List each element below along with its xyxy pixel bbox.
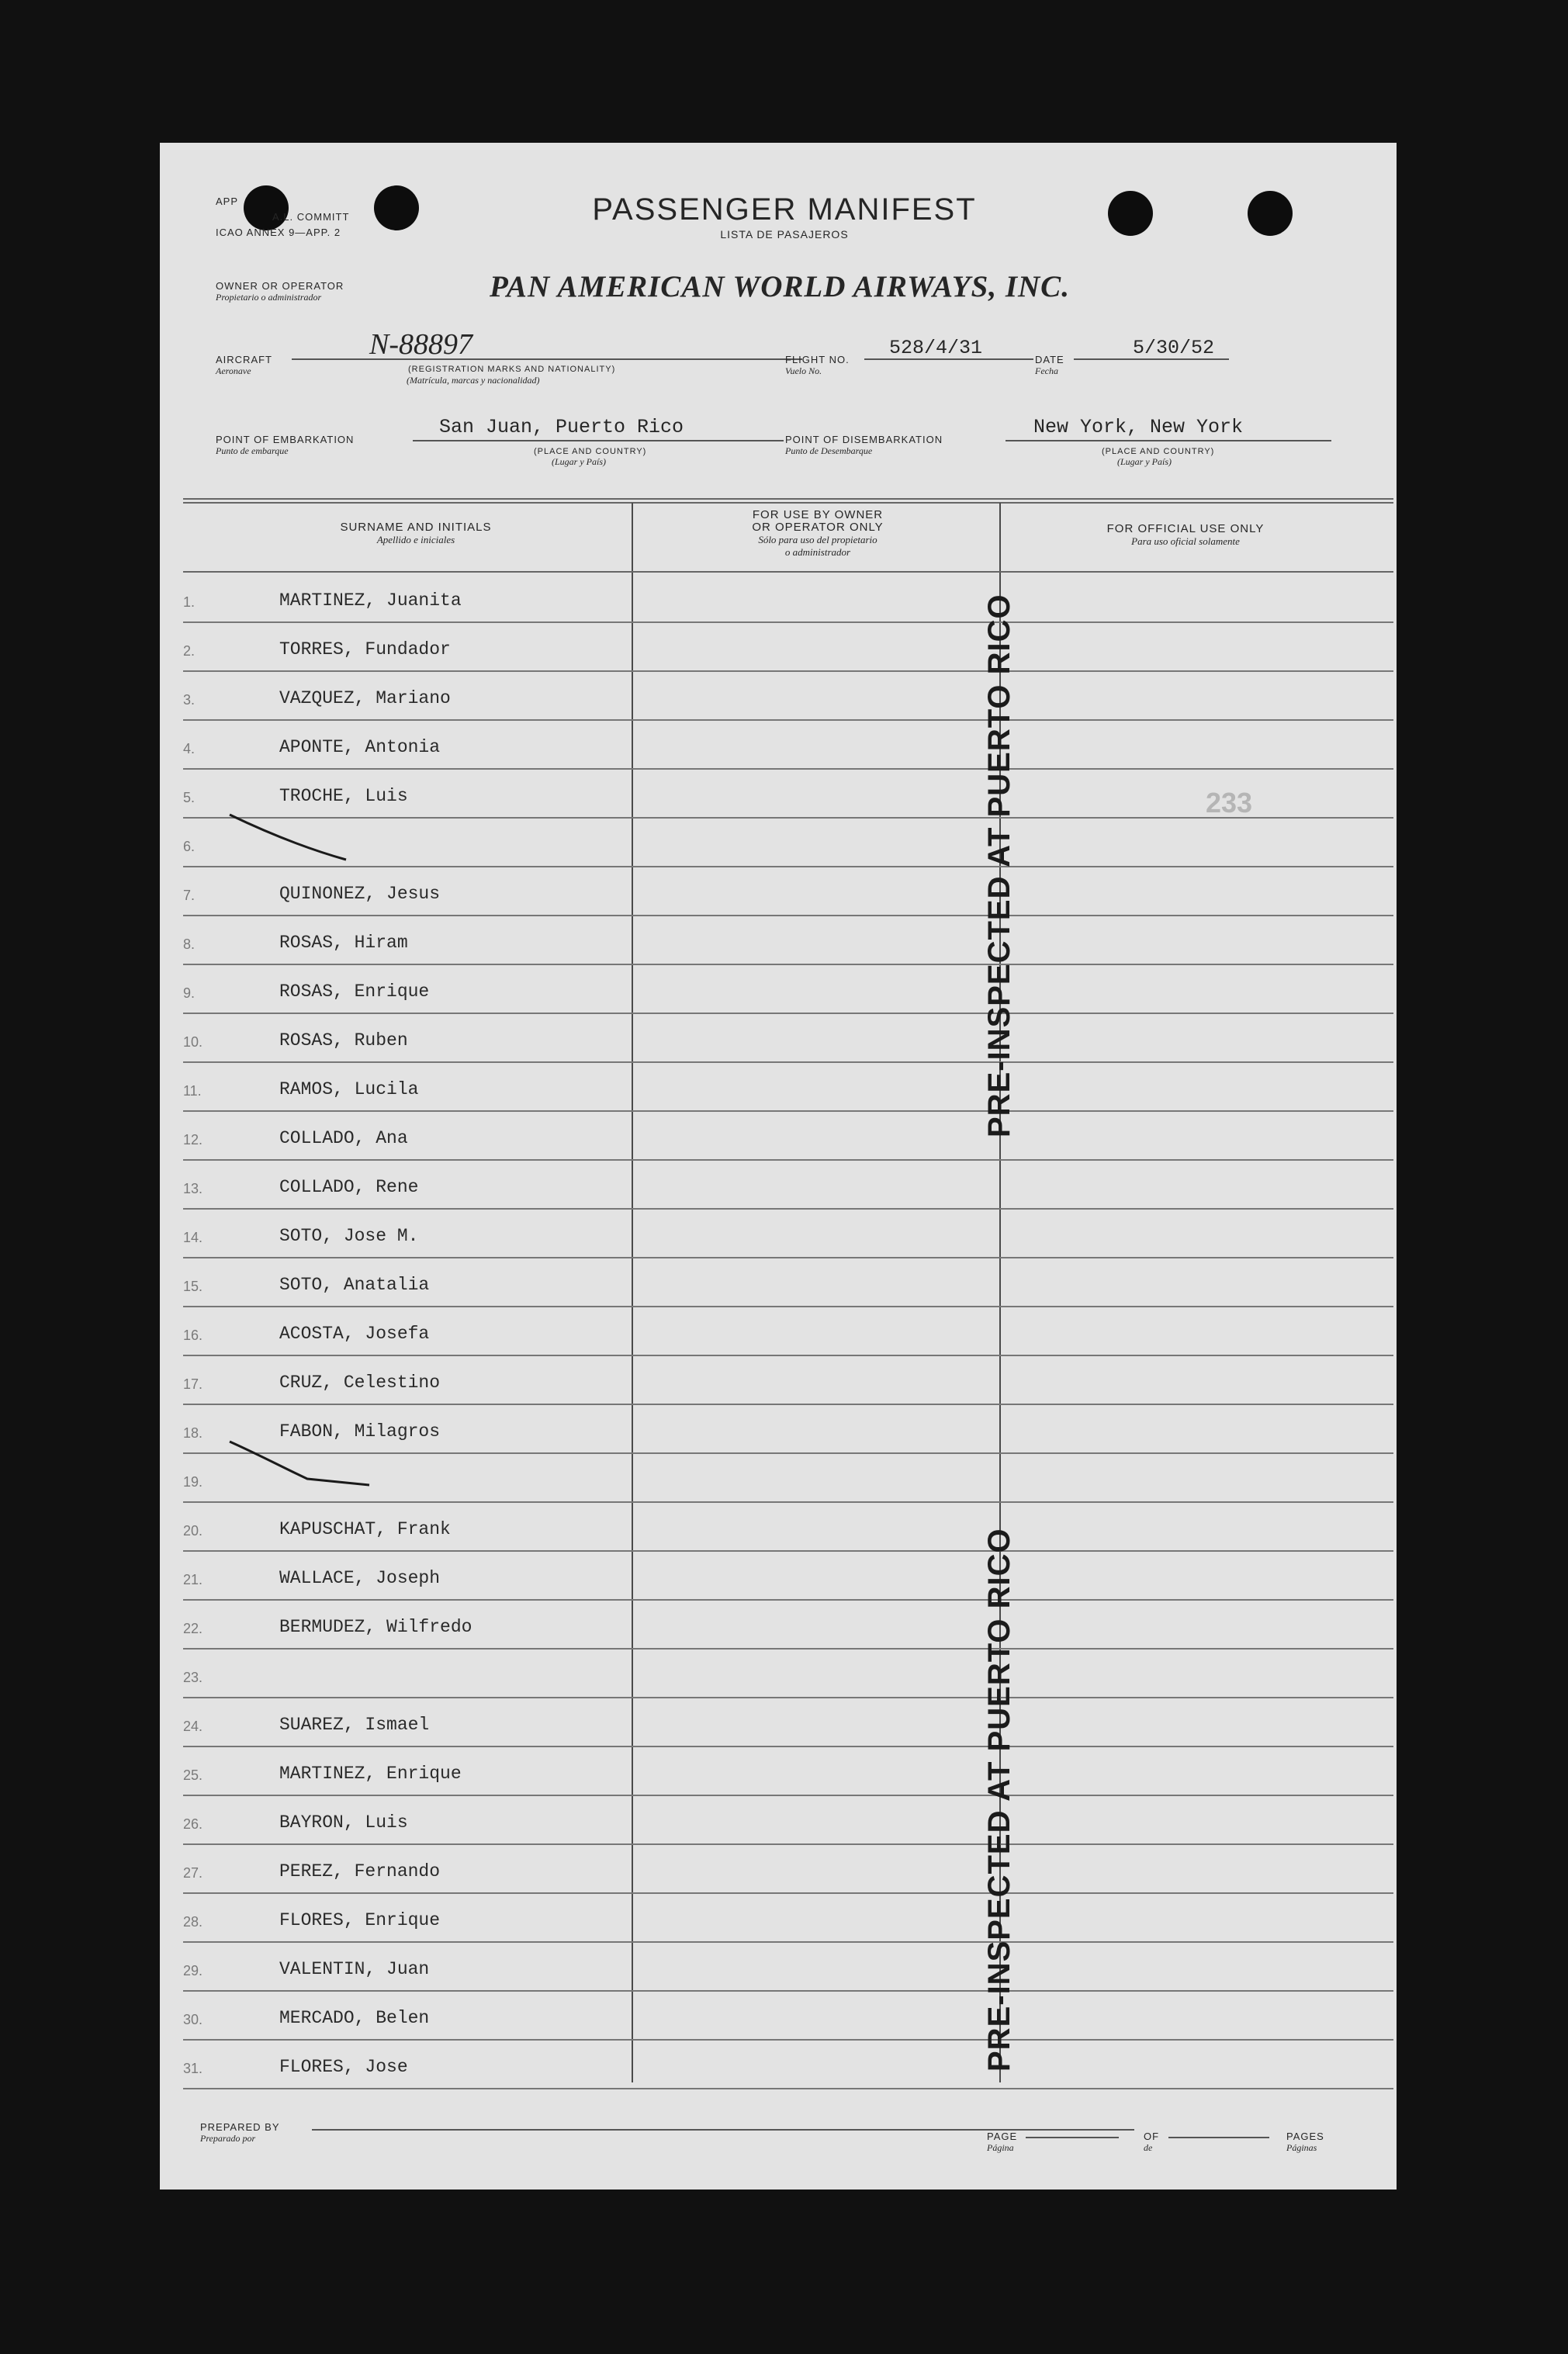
- row-number: 17.: [183, 1376, 203, 1392]
- row-number: 19.: [183, 1474, 203, 1490]
- table-row: [183, 2041, 1393, 2089]
- table-row: [183, 867, 1393, 916]
- punch-hole-icon: [244, 185, 289, 230]
- flight-label-es: Vuelo No.: [785, 365, 822, 376]
- side-number: 233: [1206, 787, 1253, 819]
- owner-header-text-es: o administrador: [784, 546, 851, 558]
- row-number: 16.: [183, 1328, 203, 1343]
- punch-hole-icon: [1108, 191, 1153, 236]
- row-number: 14.: [183, 1230, 203, 1245]
- owner-header-text: FOR USE BY OWNER: [752, 508, 884, 521]
- row-number: 27.: [183, 1865, 203, 1881]
- passenger-name: KAPUSCHAT, Frank: [279, 1519, 451, 1539]
- of-label-es: de: [1144, 2142, 1153, 2153]
- table-row: [183, 1992, 1393, 2041]
- passenger-name: TROCHE, Luis: [279, 786, 408, 806]
- table-row: [183, 916, 1393, 965]
- flight-label: FLIGHT NO.: [785, 354, 850, 365]
- preinspection-stamp: PRE-INSPECTED AT PUERTO RICO: [982, 1528, 1016, 2072]
- place-caption: (PLACE AND COUNTRY): [534, 447, 647, 456]
- table-row: [183, 1943, 1393, 1992]
- date-value: 5/30/52: [1133, 337, 1215, 359]
- row-number: 20.: [183, 1523, 203, 1539]
- page-title: PASSENGER MANIFEST: [592, 192, 977, 227]
- row-number: 18.: [183, 1425, 203, 1441]
- pages-label: PAGES: [1286, 2131, 1324, 2142]
- page-label-es: Página: [987, 2142, 1014, 2153]
- passenger-name: MERCADO, Belen: [279, 2008, 430, 2028]
- table-row: [183, 1747, 1393, 1796]
- of-label: OF: [1144, 2131, 1160, 2142]
- passenger-name: SOTO, Anatalia: [279, 1275, 430, 1295]
- table-row: [183, 1503, 1393, 1552]
- manifest-sheet: [160, 143, 1397, 2190]
- passenger-name: WALLACE, Joseph: [279, 1568, 441, 1588]
- passenger-name: SUAREZ, Ismael: [279, 1715, 430, 1735]
- table-top-rule: [183, 502, 1393, 504]
- page-total-line: [1168, 2137, 1269, 2138]
- passenger-name: RAMOS, Lucila: [279, 1079, 419, 1099]
- page-label: PAGE: [987, 2131, 1018, 2142]
- passenger-name: FLORES, Enrique: [279, 1910, 441, 1930]
- flight-value: 528/4/31: [889, 337, 983, 359]
- disembarkation-label: POINT OF DISEMBARKATION: [785, 434, 943, 445]
- table-row: [183, 1063, 1393, 1112]
- embarkation-field-line: [413, 440, 784, 441]
- row-number: 8.: [183, 936, 196, 952]
- passenger-name: ROSAS, Ruben: [279, 1030, 408, 1051]
- row-rule: [183, 2088, 1393, 2089]
- row-number: 15.: [183, 1279, 203, 1294]
- punch-hole-icon: [374, 185, 419, 230]
- table-row: [183, 1307, 1393, 1356]
- embarkation-value: San Juan, Puerto Rico: [439, 416, 684, 438]
- prepared-by-label: PREPARED BY: [200, 2121, 280, 2133]
- row-number: 29.: [183, 1963, 203, 1978]
- preinspection-stamp: PRE-INSPECTED AT PUERTO RICO: [982, 594, 1016, 1137]
- page-number-line: [1026, 2137, 1119, 2138]
- aircraft-label: AIRCRAFT: [216, 354, 272, 365]
- punch-hole-icon: [1248, 191, 1293, 236]
- surname-header-text-es: Apellido e iniciales: [376, 534, 455, 545]
- passenger-name: QUINONEZ, Jesus: [279, 884, 441, 904]
- official-header-text-es: Para uso oficial solamente: [1131, 535, 1240, 547]
- row-number: 21.: [183, 1572, 203, 1587]
- official-header-text: FOR OFFICIAL USE ONLY: [1106, 522, 1265, 535]
- table-row: [183, 1552, 1393, 1601]
- passenger-name: BAYRON, Luis: [279, 1812, 408, 1833]
- prepared-by-label-es: Preparado por: [200, 2133, 256, 2144]
- corner-label: A.L. COMMITT: [272, 211, 350, 223]
- row-number: 7.: [183, 888, 196, 903]
- passenger-name: ACOSTA, Josefa: [279, 1324, 430, 1344]
- aircraft-field-line: [292, 358, 802, 360]
- row-number: 30.: [183, 2012, 203, 2027]
- date-label-es: Fecha: [1035, 365, 1058, 376]
- owner-label-es: Propietario o administrador: [216, 292, 322, 303]
- table-row: [183, 1356, 1393, 1405]
- row-number: 9.: [183, 985, 196, 1001]
- row-number: 11.: [183, 1083, 202, 1099]
- passenger-name: FLORES, Jose: [279, 2057, 408, 2077]
- place-caption-es: (Lugar y País): [1117, 456, 1172, 467]
- passenger-name: MARTINEZ, Juanita: [279, 590, 462, 611]
- table-row: [183, 1698, 1393, 1747]
- aircraft-label-es: Aeronave: [216, 365, 251, 376]
- corner-label: APP: [216, 196, 239, 207]
- official-column-header: [1007, 523, 1364, 548]
- table-row: [183, 1796, 1393, 1845]
- table-row: [183, 1112, 1393, 1161]
- row-number: 6.: [183, 839, 196, 854]
- disembarkation-label-es: Punto de Desembarque: [785, 445, 873, 456]
- table-row: [183, 1014, 1393, 1063]
- passenger-name: ROSAS, Hiram: [279, 933, 408, 953]
- passenger-name: COLLADO, Rene: [279, 1177, 419, 1197]
- row-number: 26.: [183, 1816, 203, 1832]
- company-name: PAN AMERICAN WORLD AIRWAYS, INC.: [490, 270, 1070, 303]
- table-row: [183, 1210, 1393, 1258]
- owner-column-header: [639, 509, 996, 559]
- row-number: 10.: [183, 1034, 203, 1050]
- owner-header-text: OR OPERATOR ONLY: [752, 521, 884, 534]
- passenger-name: ROSAS, Enrique: [279, 981, 430, 1002]
- owner-label: OWNER OR OPERATOR: [216, 280, 344, 292]
- table-row: [183, 1650, 1393, 1698]
- passenger-name: VALENTIN, Juan: [279, 1959, 430, 1979]
- table-row: [183, 623, 1393, 672]
- passenger-name: VAZQUEZ, Mariano: [279, 688, 451, 708]
- row-number: 22.: [183, 1621, 203, 1636]
- passenger-name: PEREZ, Fernando: [279, 1861, 441, 1881]
- table-row: [183, 1601, 1393, 1650]
- disembarkation-value: New York, New York: [1033, 416, 1244, 438]
- handwritten-slash-mark: [222, 1437, 377, 1499]
- disembarkation-field-line: [1006, 440, 1331, 441]
- table-row: [183, 1258, 1393, 1307]
- passenger-name: APONTE, Antonia: [279, 737, 441, 757]
- row-number: 31.: [183, 2061, 203, 2076]
- corner-label: ICAO ANNEX 9—APP. 2: [216, 227, 341, 238]
- row-number: 23.: [183, 1670, 203, 1685]
- passenger-name: CRUZ, Celestino: [279, 1373, 441, 1393]
- row-number: 12.: [183, 1132, 203, 1148]
- table-row: [183, 1845, 1393, 1894]
- row-number: 25.: [183, 1767, 203, 1783]
- embarkation-label-es: Punto de embarque: [216, 445, 289, 456]
- embarkation-label: POINT OF EMBARKATION: [216, 434, 355, 445]
- table-row: [183, 672, 1393, 721]
- pages-label-es: Páginas: [1286, 2142, 1317, 2153]
- row-number: 4.: [183, 741, 196, 756]
- owner-header-text-es: Sólo para uso del propietario: [758, 534, 877, 545]
- table-row: [183, 721, 1393, 770]
- row-number: 1.: [183, 594, 196, 610]
- row-number: 2.: [183, 643, 196, 659]
- table-row: [183, 574, 1393, 623]
- header-bottom-rule: [183, 571, 1393, 573]
- row-number: 28.: [183, 1914, 203, 1930]
- place-caption-es: (Lugar y País): [552, 456, 606, 467]
- row-number: 5.: [183, 790, 196, 805]
- registration-caption-es: (Matrícula, marcas y nacionalidad): [407, 375, 540, 386]
- row-number: 24.: [183, 1719, 203, 1734]
- page-subtitle: LISTA DE PASAJEROS: [720, 228, 849, 241]
- place-caption: (PLACE AND COUNTRY): [1102, 447, 1215, 456]
- aircraft-value: N-88897: [369, 328, 472, 361]
- table-row: [183, 965, 1393, 1014]
- date-label: DATE: [1035, 354, 1064, 365]
- passenger-name: FABON, Milagros: [279, 1421, 441, 1442]
- passenger-name: BERMUDEZ, Wilfredo: [279, 1617, 472, 1637]
- table-row: [183, 1161, 1393, 1210]
- passenger-name: TORRES, Fundador: [279, 639, 451, 659]
- row-number: 3.: [183, 692, 196, 708]
- surname-header-text: SURNAME AND INITIALS: [340, 521, 492, 534]
- handwritten-slash-mark: [222, 810, 377, 872]
- registration-caption: (REGISTRATION MARKS AND NATIONALITY): [408, 365, 616, 374]
- surname-column-header: [230, 521, 602, 546]
- table-top-rule: [183, 498, 1393, 500]
- row-number: 13.: [183, 1181, 203, 1196]
- table-row: [183, 1894, 1393, 1943]
- passenger-name: COLLADO, Ana: [279, 1128, 408, 1148]
- passenger-name: SOTO, Jose M.: [279, 1226, 419, 1246]
- passenger-name: MARTINEZ, Enrique: [279, 1764, 462, 1784]
